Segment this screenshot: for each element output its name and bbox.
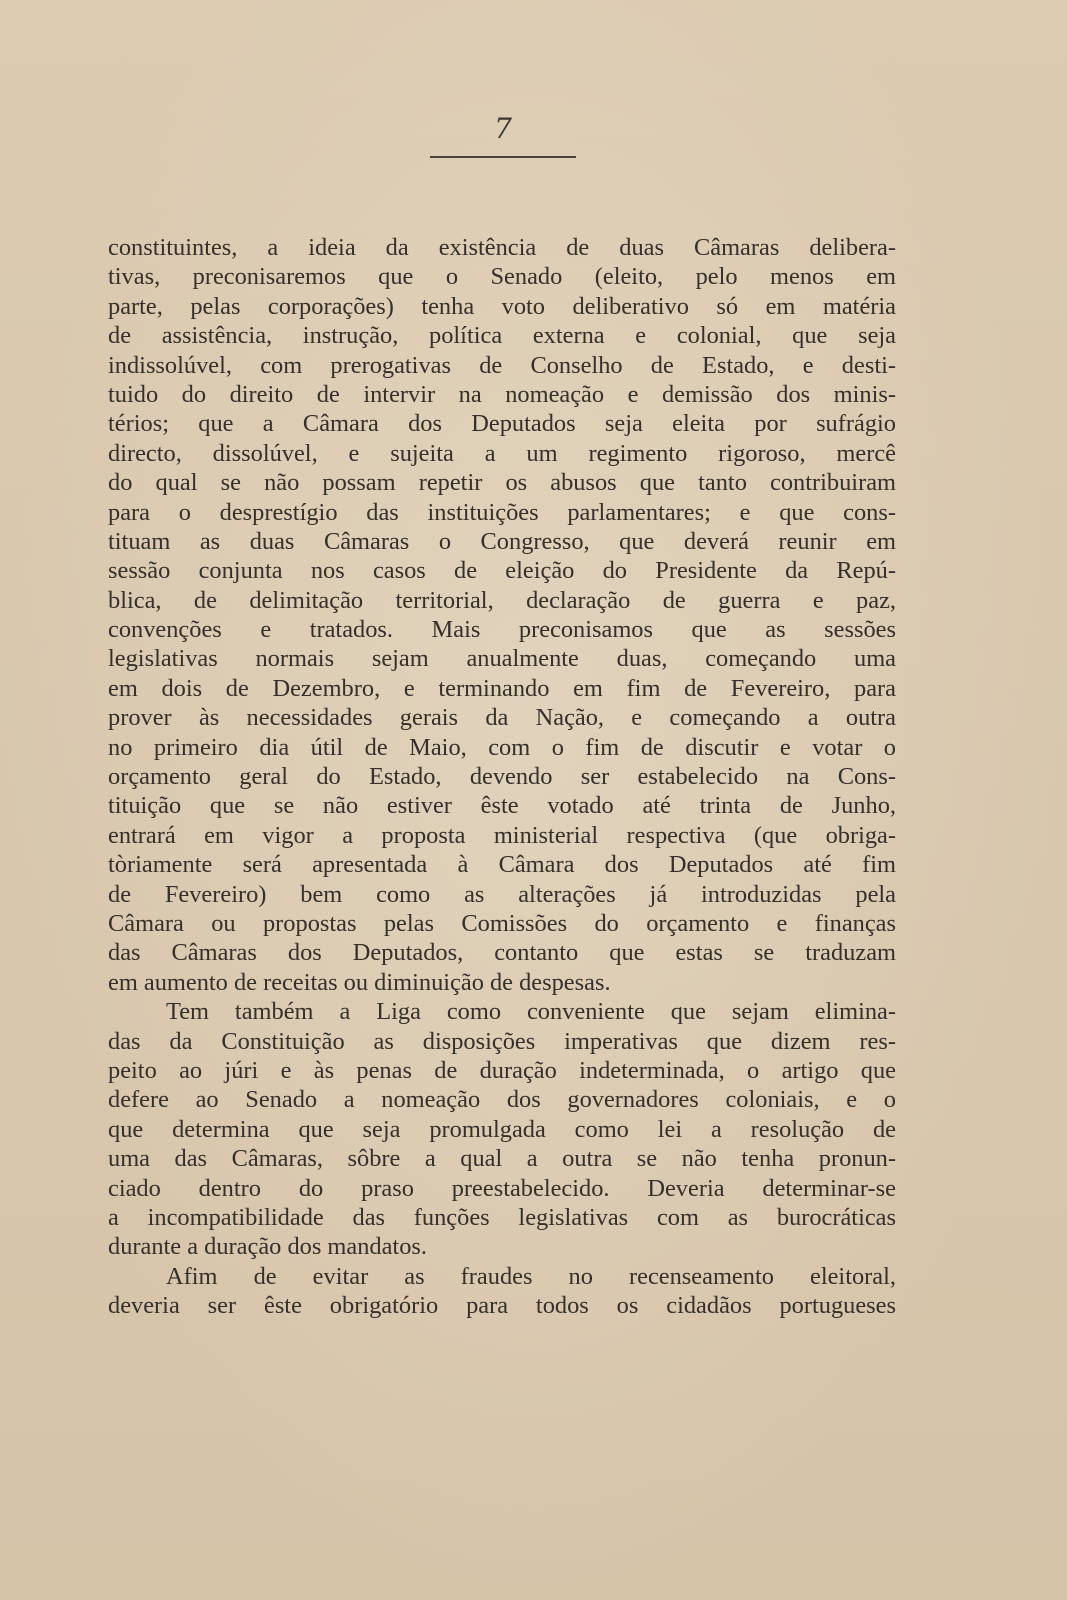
- page-number: 7: [494, 112, 512, 145]
- text-line: tivas, preconisaremos que o Senado (eleito, pelo menos em: [108, 263, 896, 291]
- text-line: orçamento geral do Estado, devendo ser estabelecido na Cons-: [108, 763, 896, 791]
- text-line: uma das Câmaras, sôbre a qual a outra se não tenha pronun-: [108, 1145, 896, 1173]
- text-line: indissolúvel, com prerogativas de Conselho de Estado, e desti-: [108, 351, 896, 379]
- text-line: durante a duração dos mandatos.: [108, 1233, 427, 1261]
- text-line: prover às necessidades gerais da Nação, e começando a outra: [108, 704, 896, 732]
- text-line: constituintes, a ideia da existência de duas Câmaras delibera-: [108, 234, 896, 261]
- text-line: ciado dentro do praso preestabelecido. Deveria determinar-se: [108, 1174, 896, 1202]
- text-line: entrará em vigor a proposta ministerial respectiva (que obriga-: [108, 821, 896, 849]
- text-line: de Fevereiro) bem como as alterações já introduzidas pela: [108, 880, 896, 908]
- text-line: directo, dissolúvel, e sujeita a um regimento rigoroso, mercê: [108, 439, 896, 467]
- text-line: no primeiro dia útil de Maio, com o fim de discutir e votar o: [108, 733, 896, 761]
- text-line: térios; que a Câmara dos Deputados seja eleita por sufrágio: [108, 410, 896, 438]
- text-line: Afim de evitar as fraudes no recenseamento eleitoral,: [166, 1262, 896, 1290]
- text-line: de assistência, instrução, política externa e colonial, que seja: [108, 322, 896, 350]
- text-line: defere ao Senado a nomeação dos governadores coloniais, e o: [108, 1086, 896, 1114]
- text-line: que determina que seja promulgada como lei a resolução de: [108, 1115, 896, 1143]
- text-line: sessão conjunta nos casos de eleição do Presidente da Repú-: [108, 557, 896, 585]
- text-line: das Câmaras dos Deputados, contanto que estas se traduzam: [108, 939, 896, 967]
- body-text: [108, 233, 896, 1320]
- text-line: do qual se não possam repetir os abusos que tanto contribuiram: [108, 469, 896, 497]
- text-line: em aumento de receitas ou diminuição de despesas.: [108, 968, 611, 996]
- text-line: tituam as duas Câmaras o Congresso, que deverá reunir em: [108, 527, 896, 555]
- text-line: a incompatibilidade das funções legislativas com as burocráticas: [108, 1203, 896, 1231]
- text-line: para o desprestígio das instituições parlamentares; e que cons-: [108, 498, 896, 526]
- text-line: Câmara ou propostas pelas Comissões do orçamento e finanças: [108, 909, 896, 937]
- text-line: das da Constituição as disposições imperativas que dizem res-: [108, 1027, 896, 1055]
- text-line: blica, de delimitação territorial, declaração de guerra e paz,: [108, 586, 896, 614]
- text-line: em dois de Dezembro, e terminando em fim de Fevereiro, para: [108, 674, 896, 702]
- text-line: tòriamente será apresentada à Câmara dos Deputados até fim: [108, 851, 896, 879]
- text-line: tituição que se não estiver êste votado até trinta de Junho,: [108, 792, 896, 820]
- text-line: convenções e tratados. Mais preconisamos que as sessões: [108, 616, 896, 644]
- text-line: parte, pelas corporações) tenha voto deliberativo só em matéria: [108, 292, 896, 320]
- text-line: tuido do direito de intervir na nomeação e demissão dos minis-: [108, 380, 896, 408]
- text-line: deveria ser êste obrigatório para todos os cidadãos portugueses: [108, 1292, 896, 1320]
- text-line: peito ao júri e às penas de duração indeterminada, o artigo que: [108, 1056, 896, 1084]
- text-line: legislativas normais sejam anualmente duas, começando uma: [108, 645, 896, 673]
- text-line: Tem também a Liga como conveniente que sejam elimina-: [166, 998, 896, 1026]
- page-number-rule: [430, 156, 576, 158]
